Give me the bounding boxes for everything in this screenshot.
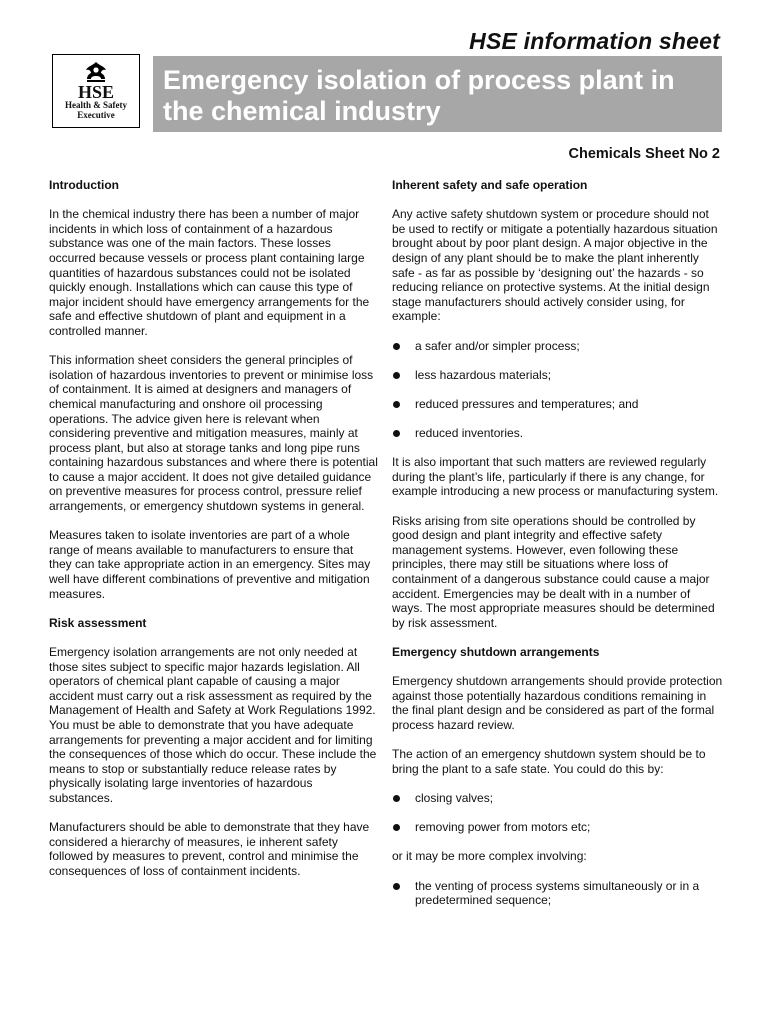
logo-line1: Health & Safety [65, 100, 127, 110]
esd-paragraph-1: Emergency shutdown arrangements should provide protection against those potentially hazardous conditions remaining in the final plant design and be considered as part of the formal process hazard review. [392, 674, 723, 732]
right-column [392, 178, 724, 922]
esd-paragraph-3: or it may be more complex involving: [392, 849, 587, 864]
sheet-number: Chemicals Sheet No 2 [568, 146, 720, 162]
hse-logo [52, 54, 140, 128]
heading-risk-assessment: Risk assessment [49, 615, 147, 630]
risk-paragraph-1: Emergency isolation arrangements are not only needed at those sites subject to specific major hazards legislation. All operators of chemical plant capable of causing a major accident must carry out a risk assessment as required by the Management of Health and Safety at Work Regulations 1992. You must be able to demonstrate that you have adequate arrangements for preventing a major accident and for limiting the consequences of those which do occur. These include the means to stop or substantially reduce release rates by physically isolating large inventories of hazardous substances. [49, 645, 377, 805]
sheet-label: HSE information sheet [469, 28, 720, 54]
logo-line2: Executive [77, 110, 115, 120]
intro-paragraph-2: This information sheet considers the general principles of isolation of hazardous inventories to prevent or minimise loss of containment. It is aimed at designers and managers of chemical manufacturing and onshore oil processing operations. The advice given here is relevant when considering preventive and mitigation measures, mainly at process plant, but also at storage tanks and long pipe runs containing hazardous substances and where there is potential to cause a major accident. It does not give detailed guidance on preventive measures for process control, pressure relief arrangements, or emergency shutdown systems in general. [49, 353, 378, 514]
list-item: a safer and/or simpler process; [392, 339, 724, 354]
heading-inherent-safety: Inherent safety and safe operation [392, 178, 588, 192]
esd-bullet-list-1 [392, 791, 724, 835]
esd-bullet-list-2 [392, 879, 724, 908]
list-item: reduced pressures and temperatures; and [392, 397, 724, 412]
intro-paragraph-3: Measures taken to isolate inventories are part of a whole range of means available to manufacturers to ensure that they can take appropriate action in an emergency. Sites may well have different combinations of preventive and mitigation measures. [49, 528, 371, 601]
risk-paragraph-2: Manufacturers should be able to demonstrate that they have considered a hierarchy of measures, ie inherent safety followed by measures to prevent, control and minimise the consequences of loss of containment incidents. [49, 820, 370, 878]
intro-paragraph-1: In the chemical industry there has been a number of major incidents in which loss of containment of a hazardous substance was one of the main factors. These losses occurred because vessels or process plant containing large quantities of hazardous substances could not be isolated quickly enough. Installations which can cause this type of major incident should have emergency arrangements for the safe and effective shutdown of plant and equipment in a controlled manner. [49, 207, 370, 338]
inherent-bullet-list [392, 339, 724, 441]
left-column [49, 178, 379, 893]
list-item: removing power from motors etc; [392, 820, 724, 835]
list-item: less hazardous materials; [392, 368, 724, 383]
list-item: the venting of process systems simultaneously or in a predetermined sequence; [392, 879, 724, 908]
inherent-paragraph-3: Risks arising from site operations should be controlled by good design and plant integrity and effective safety management systems. However, even following these principles, there may still be situations where loss of containment of a dangerous substance could cause a major accident. Emergencies may be dealt with in a number of ways. The most appropriate measures should be determined by risk assessment. [392, 513, 715, 630]
esd-paragraph-2: The action of an emergency shutdown system should be to bring the plant to a safe state. You could do this by: [392, 747, 706, 776]
hse-crown-icon [83, 61, 109, 83]
list-item: closing valves; [392, 791, 724, 806]
document-title: Emergency isolation of process plant in the chemical industry [153, 56, 722, 132]
inherent-paragraph-2: It is also important that such matters are reviewed regularly during the plant’s life, particularly if there is any change, for example introducing a new process or manufacturing system. [392, 455, 719, 499]
logo-hse-text: HSE [77, 82, 115, 102]
list-item: reduced inventories. [392, 426, 724, 441]
heading-introduction: Introduction [49, 178, 119, 192]
heading-emergency-shutdown: Emergency shutdown arrangements [392, 645, 600, 659]
inherent-paragraph-1: Any active safety shutdown system or procedure should not be used to rectify or mitigate a potentially hazardous situation brought about by poor plant design. A major objective in the design of any plant should be to make the plant inherently safe - as far as possible by ‘designing out’ the hazards - so reducing reliance on protective systems. At the initial design stage manufacturers should actively consider using, for example: [392, 207, 718, 324]
